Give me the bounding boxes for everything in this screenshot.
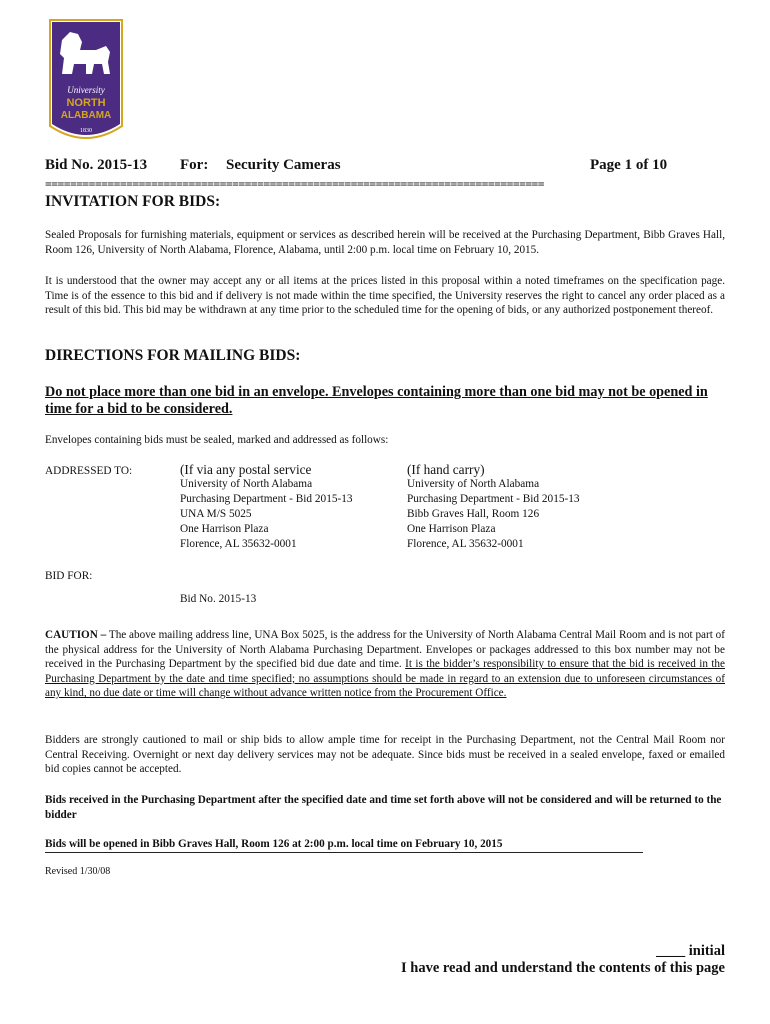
postal-line: UNA M/S 5025 <box>180 508 252 520</box>
caution-text: The above mailing address line, UNA Box 5025, is the address for the University of North Alabama Central Mail Room and is not part of the physical address for the University of North Alabama Purchasing Department. Envelopes or packages addressed to this box number may not be received in the Purchasing Department by the specified bid due date and time. <box>45 629 725 671</box>
postal-line: One Harrison Plaza <box>180 523 269 535</box>
hand-carry-line: Purchasing Department - Bid 2015-13 <box>407 493 580 505</box>
invitation-paragraph-1: Sealed Proposals for furnishing materials, equipment or services as described herein will be received at the Purchasing Department, Bibb Graves Hall, Room 126, University of North Alabama, Florence, Alabama, until 2:00 p.m. local time on February 10, 2015. <box>45 229 725 256</box>
invitation-paragraph-2: It is understood that the owner may accept any or all items at the prices listed in this proposal within a noted timeframes on the specification page. Time is of the essence to this bid and if delivery is not made within the time specified, the University reserves the right to cancel any order placed as a result of this bid. This bid may be withdrawn at any time prior to the scheduled time for the opening of bids, or any authorized postponement thereof. <box>45 275 725 317</box>
invitation-heading: INVITATION FOR BIDS: <box>45 193 221 210</box>
hand-carry-line: University of North Alabama <box>407 478 540 490</box>
postal-heading: (If via any postal service <box>180 462 312 477</box>
page-number: Page 1 of 10 <box>590 157 668 173</box>
university-logo <box>48 18 124 150</box>
postal-line: University of North Alabama <box>180 478 313 490</box>
hand-carry-line: One Harrison Plaza <box>407 523 496 535</box>
caution-paragraph <box>45 628 725 701</box>
hand-carry-heading: (If hand carry) <box>407 462 485 477</box>
caution-underlined-text: It is the bidder’s responsibility to ensure that the bid is received in the Purchasing Department by the date and time specified; no assumptions should be made in regard to an extension due to unforeseen circumstances of any kind, no due date or time will change without advance written notice from the Procurement Office. <box>45 658 725 700</box>
hand-carry-line: Florence, AL 35632-0001 <box>407 538 524 550</box>
late-bids-notice: Bids received in the Purchasing Department after the specified date and time set forth above will not be considered and will be returned to the bidder <box>45 794 722 821</box>
for-label: For: <box>180 157 209 173</box>
bid-for-value: Bid No. 2015-13 <box>180 593 257 605</box>
directions-heading: DIRECTIONS FOR MAILING BIDS: <box>45 347 301 364</box>
bid-envelope-warning: Do not place more than one bid in an envelope. Envelopes containing more than one bid may not be opened in time for a bid to be considered. <box>45 384 708 417</box>
addressed-to-label: ADDRESSED TO: <box>45 465 133 477</box>
postal-line: Purchasing Department - Bid 2015-13 <box>180 493 353 505</box>
acknowledgment-statement: I have read and understand the contents of this page <box>400 960 725 976</box>
hand-carry-address-block <box>407 462 580 552</box>
revised-date: Revised 1/30/08 <box>45 866 111 877</box>
postal-line: Florence, AL 35632-0001 <box>180 538 297 550</box>
bid-number: Bid No. 2015-13 <box>45 157 148 173</box>
bid-for-label: BID FOR: <box>45 570 93 582</box>
caution-label: CAUTION – <box>45 629 107 641</box>
envelopes-instructions: Envelopes containing bids must be sealed, marked and addressed as follows: <box>45 434 389 446</box>
bid-opening-notice: Bids will be opened in Bibb Graves Hall, Room 126 at 2:00 p.m. local time on February 10, 2015 <box>45 837 643 853</box>
hand-carry-line: Bibb Graves Hall, Room 126 <box>407 508 540 520</box>
logo-line3: ALABAMA <box>60 110 112 121</box>
logo-line2: NORTH <box>66 97 106 109</box>
postal-address-block <box>180 462 353 552</box>
bid-subject: Security Cameras <box>226 157 341 173</box>
logo-year: 1830 <box>80 128 92 134</box>
bidders-caution-paragraph: Bidders are strongly cautioned to mail or ship bids to allow ample time for receipt in the Purchasing Department, not the Central Mail Room nor Central Receiving. Overnight or next day delivery services may not be adequate. Since bids must be received in a sealed envelope, faxed or emailed bid copies cannot be accepted. <box>45 734 725 776</box>
initial-line: ____ initial <box>656 943 725 959</box>
logo-line1: University <box>67 85 105 95</box>
separator-line: ================================================================================ <box>45 178 545 190</box>
